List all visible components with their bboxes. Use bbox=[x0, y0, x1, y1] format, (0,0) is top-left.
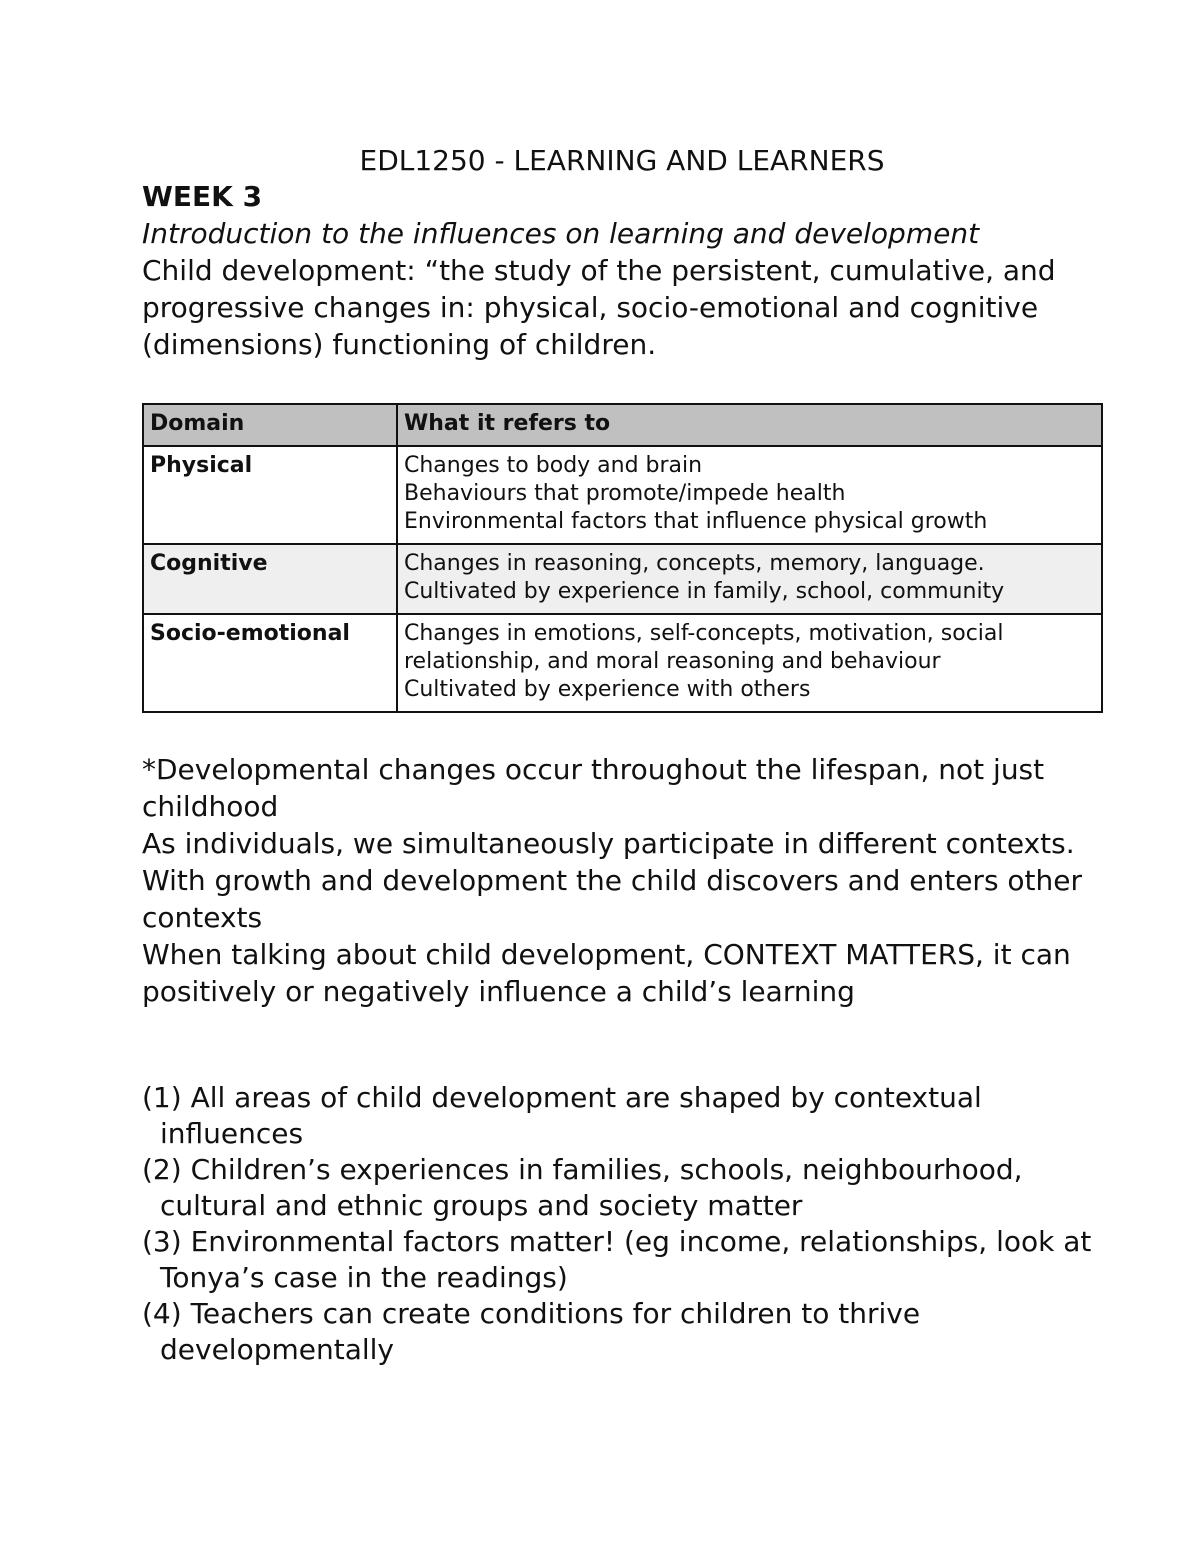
table-row-cognitive bbox=[143, 544, 1102, 614]
document-content bbox=[142, 143, 1102, 1368]
description-cognitive bbox=[397, 544, 1102, 614]
definition-paragraph: Child development: “the study of the persistent, cumulative, and progressive changes in: physical, socio-emotional and cognitive (dimensions) functioning of children. bbox=[142, 254, 1056, 361]
week-heading: WEEK 3 bbox=[142, 180, 263, 213]
table-header-row bbox=[143, 404, 1102, 446]
note-paragraph: When talking about child development, CONTEXT MATTERS, it can positively or negatively influence a child’s learning bbox=[142, 938, 1071, 1008]
course-title: EDL1250 - LEARNING AND LEARNERS bbox=[359, 144, 885, 177]
list-item: (4) Teachers can create conditions for children to thrive developmentally bbox=[142, 1297, 921, 1366]
description-line: Changes in reasoning, concepts, memory, language. bbox=[404, 551, 985, 576]
description-line: Cultivated by experience in family, school, community bbox=[404, 579, 1005, 604]
description-line: Changes in emotions, self-concepts, motivation, social relationship, and moral reasoning and behaviour bbox=[404, 621, 1004, 674]
intro-heading: Introduction to the influences on learning and development bbox=[142, 217, 980, 250]
table-row-socio-emotional bbox=[143, 614, 1102, 712]
domains-table bbox=[142, 403, 1103, 713]
description-physical bbox=[397, 446, 1102, 544]
notes-section bbox=[142, 751, 1102, 1010]
description-line: Environmental factors that influence physical growth bbox=[404, 509, 988, 534]
table-row-physical bbox=[143, 446, 1102, 544]
domain-socio-emotional: Socio-emotional bbox=[143, 614, 397, 712]
points-list bbox=[142, 1080, 1102, 1368]
description-socio-emotional bbox=[397, 614, 1102, 712]
description-line: Cultivated by experience with others bbox=[404, 677, 811, 702]
description-line: Behaviours that promote/impede health bbox=[404, 481, 846, 506]
list-item: (2) Children’s experiences in families, schools, neighbourhood, cultural and ethnic groups and society matter bbox=[142, 1153, 1023, 1222]
domain-physical: Physical bbox=[143, 446, 397, 544]
header-domain: Domain bbox=[143, 404, 397, 446]
list-item: (1) All areas of child development are shaped by contextual influences bbox=[142, 1081, 982, 1150]
description-line: Changes to body and brain bbox=[404, 453, 703, 478]
list-item: (3) Environmental factors matter! (eg income, relationships, look at Tonya’s case in the readings) bbox=[142, 1225, 1092, 1294]
header-refers-to: What it refers to bbox=[397, 404, 1102, 446]
note-paragraph: *Developmental changes occur throughout the lifespan, not just childhood bbox=[142, 753, 1045, 823]
domain-cognitive: Cognitive bbox=[143, 544, 397, 614]
note-paragraph: As individuals, we simultaneously participate in different contexts. With growth and development the child discovers and enters other contexts bbox=[142, 827, 1083, 934]
